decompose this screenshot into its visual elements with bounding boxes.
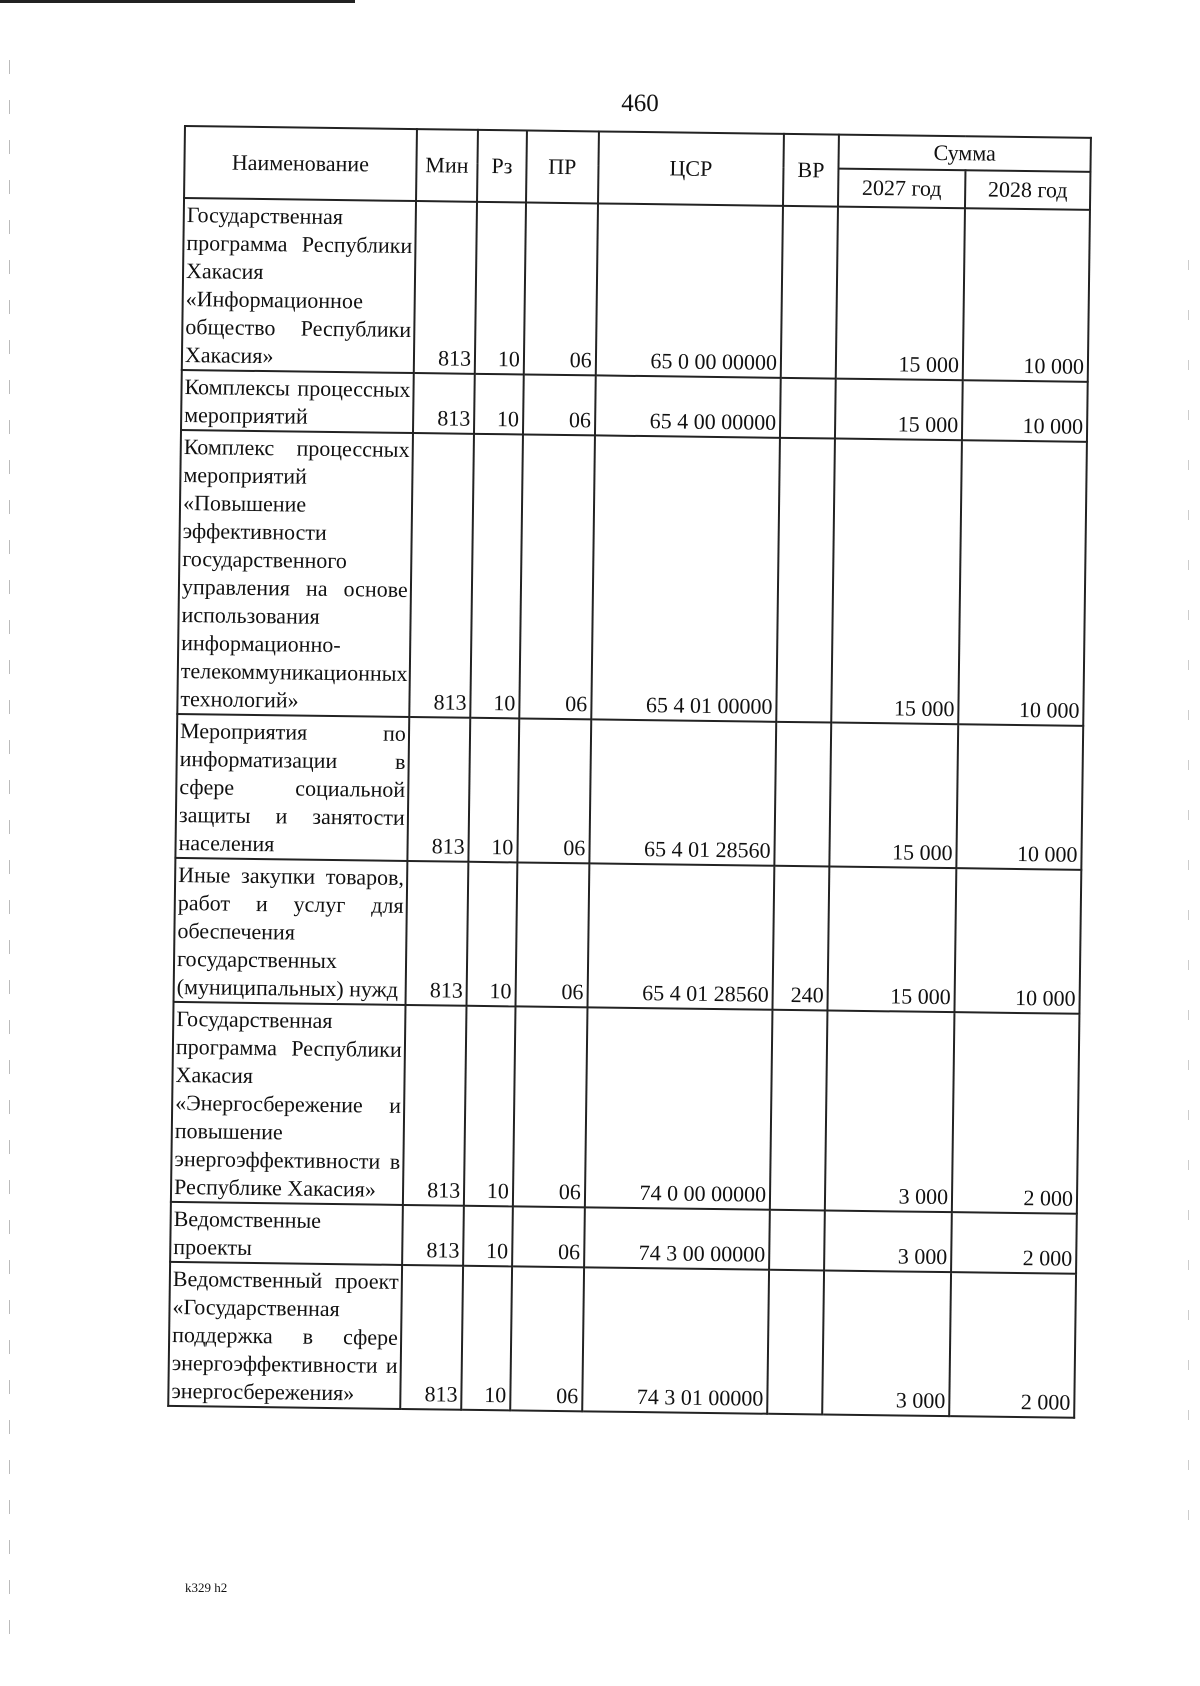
row-rz: 10	[463, 1206, 512, 1267]
row-sum-2028: 10 000	[963, 208, 1090, 382]
row-rz: 10	[461, 1266, 512, 1411]
header-year-2027: 2027 год	[838, 169, 965, 209]
row-csr: 74 0 00 00000	[585, 1007, 773, 1209]
row-pr: 06	[512, 1206, 585, 1267]
row-name: Ведомственный проект «Государственная поддержка в сфере энергоэффективности и энергосбережения»	[168, 1262, 402, 1409]
row-vr	[769, 1210, 825, 1271]
row-rz: 10	[475, 202, 526, 375]
row-rz: 10	[474, 374, 523, 435]
row-min: 813	[414, 201, 478, 374]
page-number: 460	[621, 90, 659, 117]
row-name: Комплексы процессных мероприятий	[181, 370, 414, 433]
row-sum-2028: 10 000	[958, 440, 1087, 726]
table-row	[174, 858, 1082, 1014]
row-pr: 06	[513, 1006, 588, 1207]
row-vr	[774, 722, 831, 867]
header-sum: Сумма	[839, 135, 1091, 172]
row-vr	[767, 1270, 824, 1415]
row-sum-2027: 15 000	[835, 379, 963, 441]
row-csr: 65 4 01 28560	[589, 719, 776, 865]
row-sum-2027: 15 000	[836, 207, 965, 381]
row-pr: 06	[524, 202, 598, 375]
row-sum-2027: 15 000	[827, 867, 956, 1013]
row-pr: 06	[517, 718, 591, 863]
row-vr	[781, 206, 838, 379]
row-name: Мероприятия по информатизации в сфере социальной защиты и занятости населения	[175, 714, 409, 861]
row-sum-2028: 10 000	[962, 380, 1088, 442]
row-name: Иные закупки товаров, работ и услуг для обеспечения государственных (муниципальных) нужд	[174, 858, 408, 1005]
row-sum-2027: 15 000	[829, 723, 958, 869]
row-csr: 74 3 01 00000	[582, 1267, 769, 1413]
header-name: Наименование	[184, 126, 417, 201]
row-pr: 06	[510, 1266, 584, 1411]
row-csr: 65 4 00 00000	[595, 375, 781, 437]
header-csr: ЦСР	[598, 131, 784, 205]
row-name: Комплекс процессных мероприятий «Повышение эффективности государственного управления на основе использования информационно-телекоммуникационных технологий»	[177, 430, 412, 717]
scan-top-rule	[0, 0, 355, 3]
table-row	[177, 430, 1087, 726]
table-row	[168, 1262, 1076, 1418]
budget-table	[167, 125, 1092, 1419]
row-pr: 06	[523, 374, 596, 435]
row-sum-2027: 3 000	[822, 1270, 951, 1416]
row-sum-2027: 3 000	[825, 1010, 955, 1212]
row-min: 813	[400, 1265, 463, 1410]
header-year-2028: 2028 год	[965, 170, 1090, 210]
row-csr: 65 0 00 00000	[596, 203, 783, 377]
row-rz: 10	[470, 434, 522, 719]
row-csr: 74 3 00 00000	[584, 1207, 770, 1269]
row-name: Государственная программа Республики Хакасия «Энергосбережение и повышение энергоэффективности в Республике Хакасия»	[171, 1002, 405, 1205]
table-body	[168, 198, 1090, 1418]
row-min: 813	[405, 861, 468, 1006]
row-min: 813	[409, 433, 474, 718]
row-min: 813	[413, 373, 475, 434]
row-csr: 65 4 01 00000	[591, 435, 780, 721]
row-min: 813	[402, 1205, 464, 1266]
header-vr: ВР	[783, 134, 839, 207]
row-rz: 10	[469, 718, 520, 863]
scan-artifact-left	[9, 60, 10, 1660]
header-pr: ПР	[526, 130, 599, 203]
row-sum-2027: 3 000	[824, 1210, 952, 1272]
row-sum-2028: 2 000	[951, 1212, 1077, 1274]
header-min: Мин	[416, 129, 478, 202]
row-vr	[776, 438, 835, 723]
row-vr	[770, 1010, 828, 1211]
row-pr: 06	[519, 434, 595, 719]
row-vr: 240	[772, 866, 829, 1011]
table-header	[184, 126, 1091, 210]
row-sum-2028: 10 000	[954, 868, 1081, 1014]
row-pr: 06	[515, 862, 589, 1007]
row-name: Государственная программа Республики Хакасия «Информационное общество Республики Хакасия»	[182, 198, 416, 373]
table-row	[182, 198, 1090, 382]
row-min: 813	[403, 1005, 467, 1206]
row-rz: 10	[467, 862, 518, 1007]
row-sum-2028: 2 000	[952, 1012, 1080, 1214]
table-row	[171, 1002, 1080, 1214]
row-rz: 10	[464, 1006, 515, 1207]
footer-code: k329 h2	[185, 1580, 228, 1595]
row-sum-2028: 10 000	[956, 724, 1083, 870]
row-sum-2027: 15 000	[831, 439, 962, 725]
row-csr: 65 4 01 28560	[587, 863, 774, 1009]
row-name: Ведомственные проекты	[170, 1202, 403, 1265]
row-min: 813	[407, 717, 470, 862]
table-row	[175, 714, 1083, 870]
header-rz: Рз	[477, 130, 527, 203]
scan-artifact-right	[1188, 260, 1189, 1560]
row-vr	[780, 378, 836, 439]
row-sum-2028: 2 000	[949, 1272, 1076, 1418]
